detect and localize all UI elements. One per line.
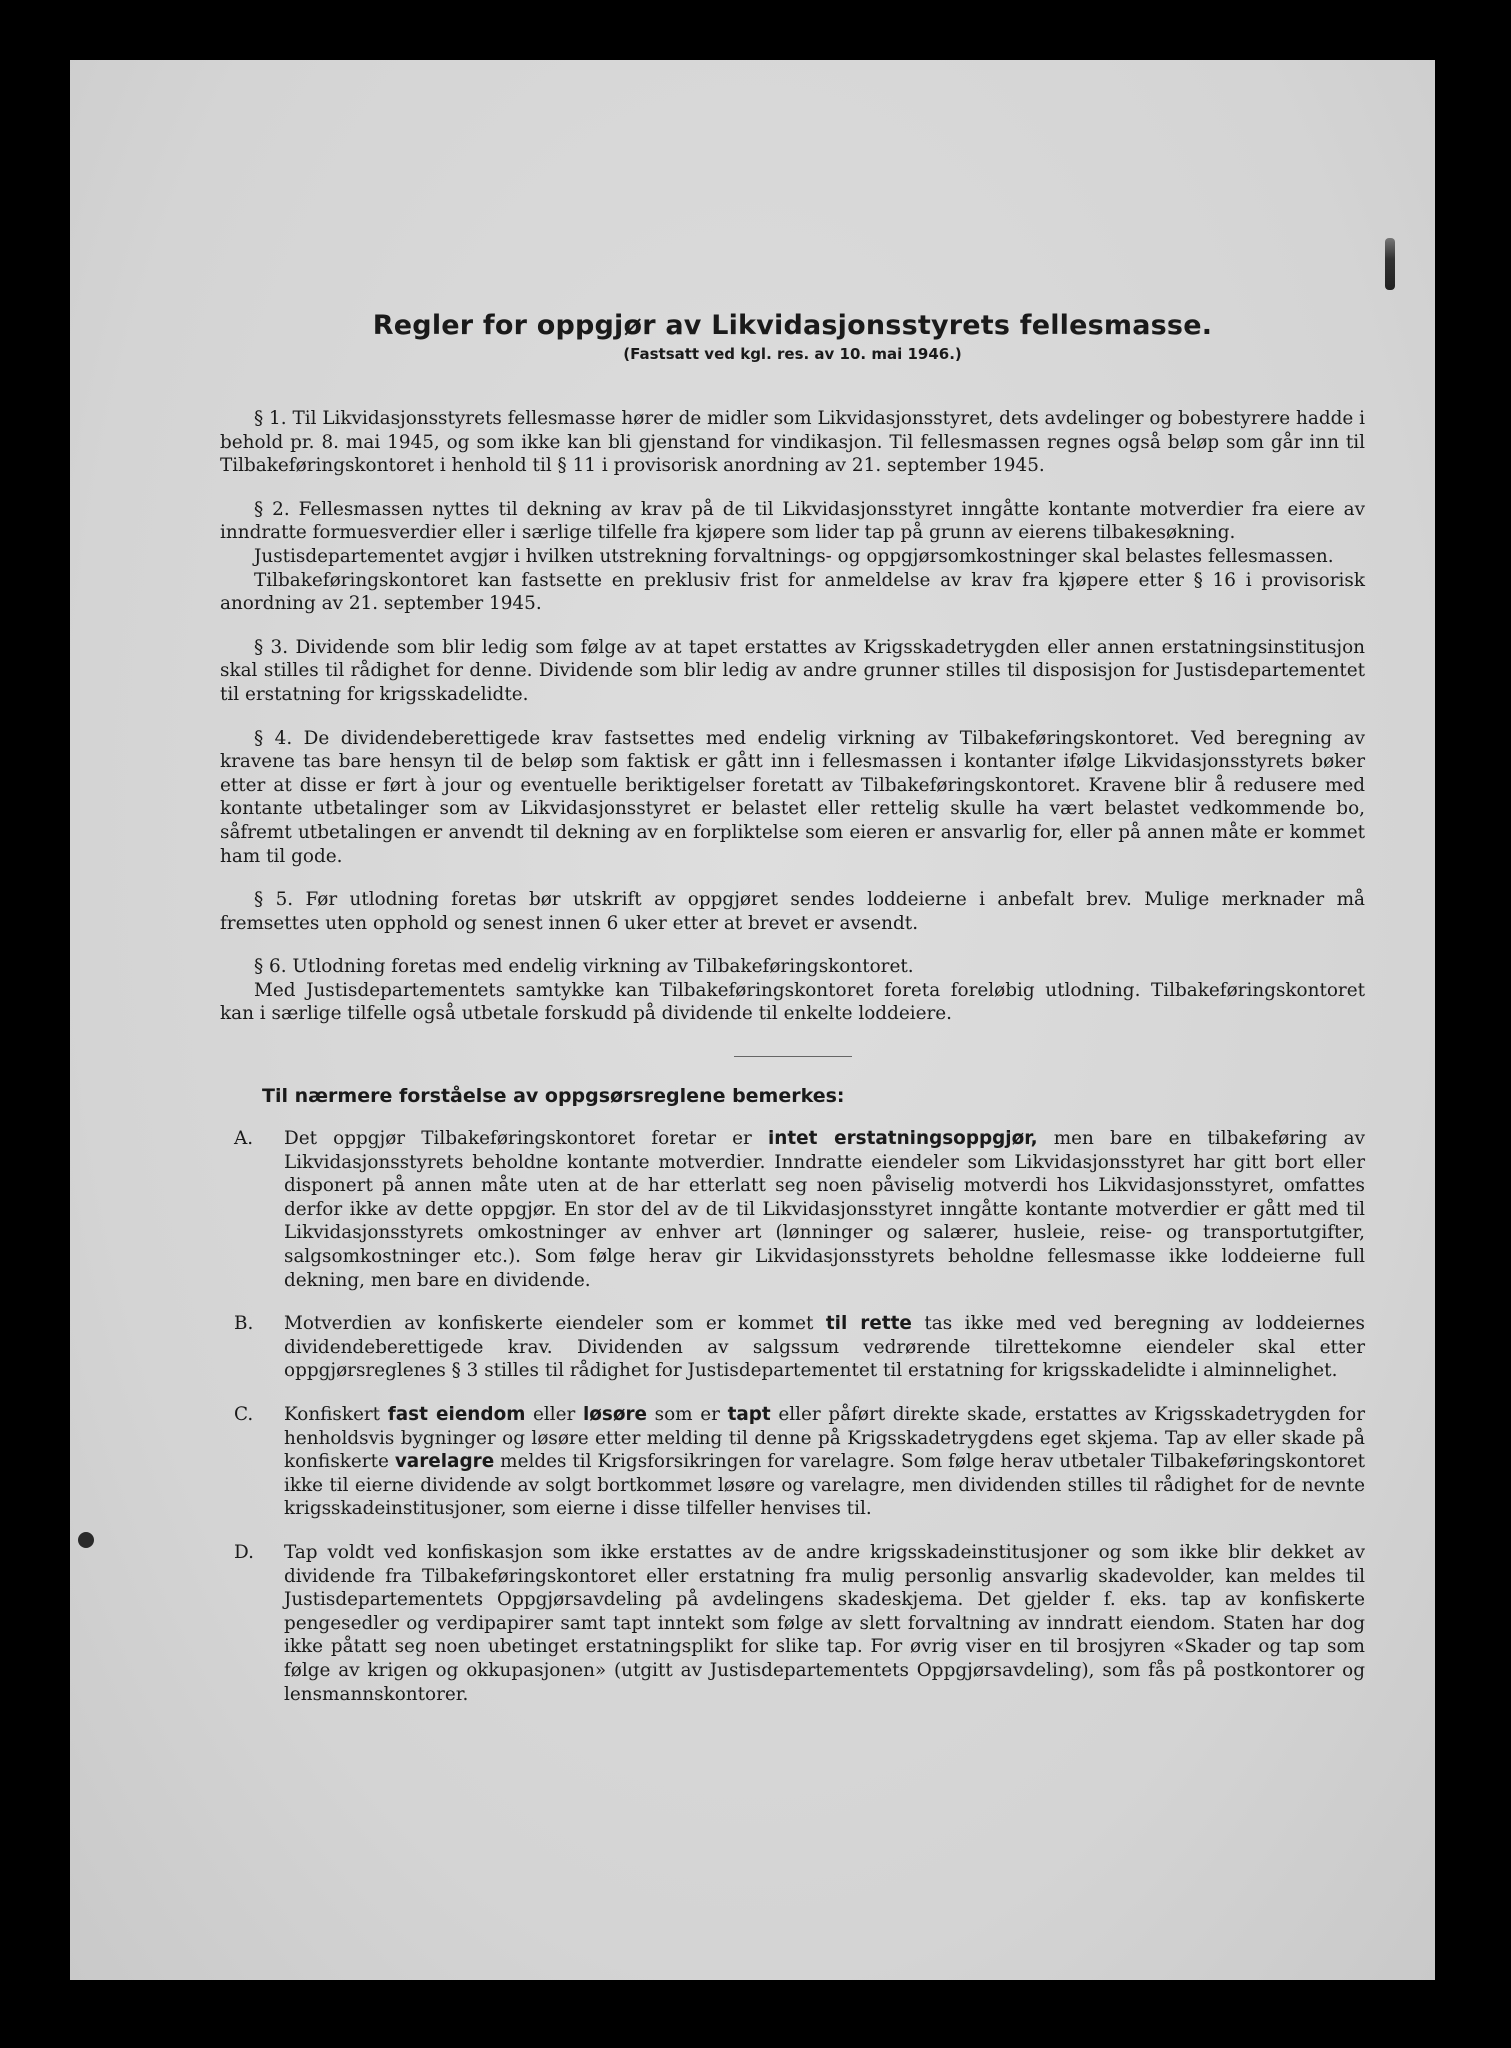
remark-text bbox=[284, 1403, 1365, 1521]
remark-text-run: Tap voldt ved konfiskasjon som ikke erstattes av de andre krigsskadeinstitusjoner og som ikke blir dekket av dividende fra Tilbakeføringskontoret eller erstatning fra mulig personlig ansvarlig skadevolder, kan meldes til Justisdepartementets Oppgjørsavdeling på avdelingens skadeskjema. Det gjelder f. eks. tap av konfiskerte pengesedler og verdipapirer samt tapt inntekt som følge av slett forvaltning av inndratt eiendom. Staten har dog ikke påtatt seg noen ubetinget erstatningsplikt for slike tap. For øvrig viser en til brosjyren «Skader og tap som følge av krigen og okkupasjonen» (utgitt av Justisdepartementets Oppgjørsavdeling), som fås på postkontorer og lensmannskontorer. bbox=[284, 1541, 1365, 1705]
remark-item bbox=[220, 1312, 1365, 1383]
remarks-list bbox=[220, 1127, 1365, 1706]
punch-hole bbox=[78, 1532, 94, 1548]
remark-letter: A. bbox=[234, 1128, 254, 1150]
rule-paragraph: § 3. Dividende som blir ledig som følge av at tapet erstattes av Krigsskadetrygden eller annen erstatningsinstitusjon skal stilles til rådighet for denne. Dividende som blir ledig av andre grunner stilles til disposisjon for Justisdepartementet til erstatning for krigsskadelidte. bbox=[220, 636, 1365, 705]
remark-text-run: tas ikke med ved beregning av loddeiernes dividendeberettigede krav. Dividenden av salgssum vedrørende tilrettekomne eiendeler skal etter oppgjørsreglenes § 3 stilles til rådighet for Justisdepartementet til erstatning for krigsskadelidte i alminnelighet. bbox=[284, 1313, 1365, 1382]
remark-emphasis: intet erstatningsoppgjør, bbox=[767, 1128, 1038, 1150]
remark-text-run: Konfiskert bbox=[284, 1404, 388, 1425]
remark-text bbox=[284, 1127, 1365, 1292]
scanned-page bbox=[70, 60, 1435, 1980]
rule-section bbox=[220, 727, 1365, 869]
remark-text bbox=[284, 1541, 1365, 1706]
rules-sections bbox=[220, 407, 1365, 1026]
document-title: Regler for oppgjør av Likvidasjonsstyrets fellesmasse. bbox=[372, 310, 1213, 341]
rule-paragraph: § 5. Før utlodning foretas bør utskrift av oppgjøret sendes loddeierne i anbefalt brev. Mulige merknader må fremsettes uten opphold og senest innen 6 uker etter at brevet er avsendt. bbox=[220, 889, 1365, 934]
remark-text-run: som er bbox=[647, 1404, 728, 1425]
remark-item bbox=[220, 1541, 1365, 1706]
rule-section bbox=[220, 407, 1365, 478]
rule-paragraph: § 1. Til Likvidasjonsstyrets fellesmasse hører de midler som Likvidasjonsstyret, dets avdelinger og bobestyrere hadde i behold pr. 8. mai 1945, og som ikke kan bli gjenstand for vindikasjon. Til fellesmassen regnes også beløp som går inn til Tilbakeføringskontoret i henhold til § 11 i provisorisk anordning av 21. september 1945. bbox=[220, 408, 1365, 477]
remark-item bbox=[220, 1403, 1365, 1521]
remark-letter: C. bbox=[234, 1404, 254, 1425]
bleed-through-text bbox=[1100, 180, 1400, 260]
paper-clip-mark bbox=[1385, 238, 1395, 290]
remark-text-run: Motverdien av konfiskerte eiendeler som er kommet bbox=[284, 1313, 826, 1335]
rule-paragraph: Tilbakeføringskontoret kan fastsette en preklusiv frist for anmeldelse av krav fra kjøpere etter § 16 i provisorisk anordning av 21. september 1945. bbox=[220, 569, 1365, 615]
remarks-heading: Til nærmere forståelse av oppgsørsreglene bemerkes: bbox=[262, 1085, 845, 1108]
remark-text-run: eller bbox=[525, 1404, 583, 1425]
remark-letter: D. bbox=[234, 1541, 254, 1563]
rule-paragraph: § 6. Utlodning foretas med endelig virkning av Tilbakeføringskontoret. bbox=[254, 956, 914, 978]
remark-letter: B. bbox=[234, 1313, 254, 1335]
remark-text bbox=[284, 1312, 1365, 1383]
rule-paragraph: § 2. Fellesmassen nyttes til dekning av krav på de til Likvidasjonsstyret inngåtte kontante motverdier fra eiere av inndratte formuesverdier eller i særlige tilfelle fra kjøpere som lider tap på grunn av eierens tilbakesøkning. bbox=[220, 498, 1365, 544]
rule-section bbox=[220, 888, 1365, 935]
document-body bbox=[220, 250, 1365, 1726]
remark-text-run: eller påført direkte skade, erstattes av Krigsskadetrygden for henholdsvis bygninger og løsøre etter melding til denne på Krigsskadetrygdens eget skjema. Tap av eller skade på konfiskerte bbox=[284, 1404, 1365, 1473]
remark-text-run: meldes til Krigsforsikringen for varelagre. Som følge herav utbetaler Tilbakeføringskontoret ikke til eierne dividende av solgt bortkommet løsøre og varelagre, men dividenden stilles til rådighet for de nevnte krigsskadeinstitusjoner, som eierne i disse tilfeller henvises til. bbox=[284, 1451, 1365, 1520]
rule-section bbox=[220, 955, 1365, 1026]
remark-emphasis: fast eiendom bbox=[387, 1404, 526, 1425]
rule-paragraph: § 4. De dividendeberettigede krav fastsettes med endelig virkning av Tilbakeføringskontoret. Ved beregning av kravene tas bare hensyn til de beløp som faktisk er gått inn i fellesmassen i kontanter ifølge Likvidasjonsstyrets bøker etter at disse er ført à jour og eventuelle beriktigelser foretatt av Tilbakeføringskontoret. Kravene blir å redusere med kontante utbetalinger som av Likvidasjonsstyret er belastet eller rettelig skulle ha vært belastet vedkommende bo, såfremt utbetalingen er anvendt til dekning av en forpliktelse som eieren er ansvarlig for, eller på annen måte er kommet ham til gode. bbox=[220, 727, 1365, 867]
rule-section bbox=[220, 636, 1365, 707]
rule-paragraph: Med Justisdepartementets samtykke kan Tilbakeføringskontoret foreta foreløbig utlodning. Tilbakeføringskontoret kan i særlige tilfelle også utbetale forskudd på dividende til enkelte loddeiere. bbox=[220, 979, 1365, 1025]
remark-emphasis: tapt bbox=[727, 1404, 771, 1425]
section-divider bbox=[734, 1056, 852, 1057]
remark-item bbox=[220, 1127, 1365, 1292]
remark-emphasis: varelagre bbox=[394, 1451, 495, 1473]
remark-emphasis: til rette bbox=[825, 1313, 912, 1335]
remark-text-run: men bare en tilbakeføring av Likvidasjonsstyrets beholdne kontante motverdier. Inndratte eiendeler som Likvidasjonsstyret har gitt bort eller disponert på annen måte uten at de har etterlatt seg noen påviselig motverdi hos Likvidasjonsstyret, omfattes derfor ikke av dette oppgjør. En stor del av de til Likvidasjonsstyret inngåtte kontante motverdier er gått med til Likvidasjonsstyrets omkostninger av enhver art (lønninger og salærer, husleie, reise- og transportutgifter, salgsomkostninger etc.). Som følge herav gir Likvidasjonsstyrets beholdne fellesmasse ikke loddeierne full dekning, men bare en dividende. bbox=[284, 1128, 1365, 1291]
remark-emphasis: løsøre bbox=[582, 1404, 648, 1425]
remark-text-run: Det oppgjør Tilbakeføringskontoret foretar er bbox=[284, 1128, 768, 1150]
rule-paragraph: Justisdepartementet avgjør i hvilken utstrekning forvaltnings- og oppgjørsomkostninger skal belastes fellesmassen. bbox=[254, 545, 1334, 567]
rule-section bbox=[220, 498, 1365, 616]
document-subtitle: (Fastsatt ved kgl. res. av 10. mai 1946.) bbox=[623, 345, 962, 363]
